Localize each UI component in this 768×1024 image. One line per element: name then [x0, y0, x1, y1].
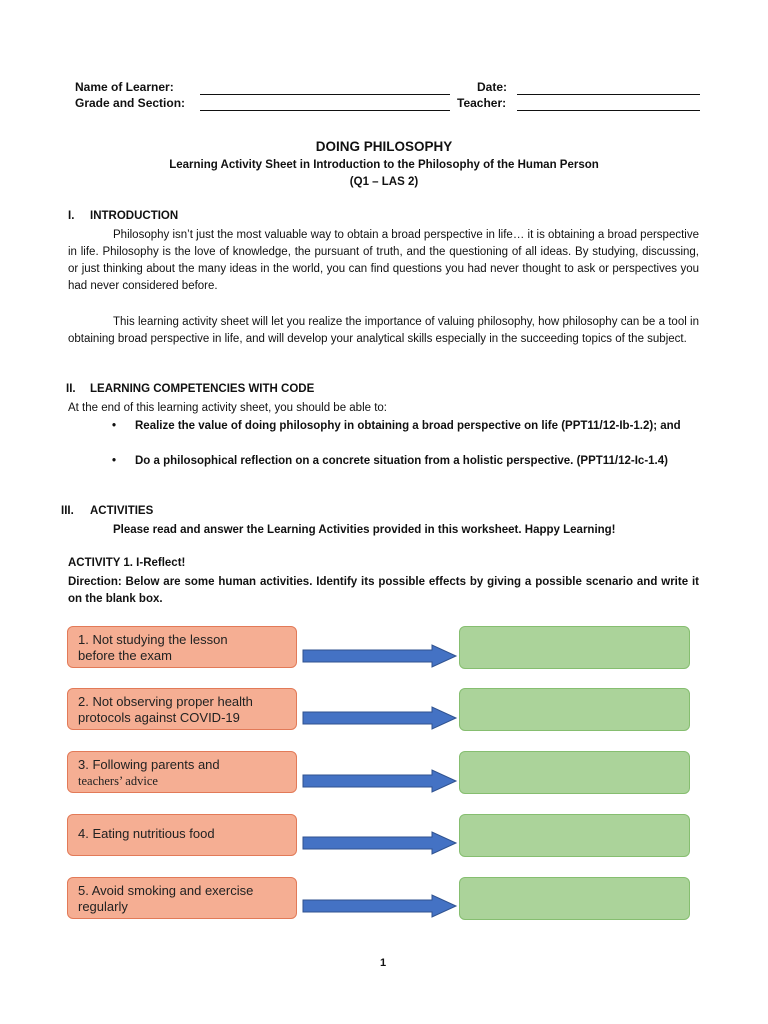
answer-box-4[interactable] — [459, 814, 690, 857]
teacher-label: Teacher: — [457, 96, 507, 110]
right-arrow-icon — [302, 831, 458, 855]
page-subtitle: Learning Activity Sheet in Introduction to the Philosophy of the Human Person — [169, 159, 599, 171]
activity-item-line1: 5. Avoid smoking and exercise — [78, 883, 254, 898]
competency-text: Realize the value of doing philosophy in obtaining a broad perspective on life (PPT11/12-Ib-1.2); and — [135, 420, 681, 432]
answer-box-3[interactable] — [459, 751, 690, 794]
right-arrow-icon — [302, 644, 458, 668]
page-title: DOING PHILOSOPHY — [315, 139, 453, 154]
activities-text: Please read and answer the Learning Activities provided in this worksheet. Happy Learning! — [113, 524, 616, 536]
right-arrow-icon — [302, 769, 458, 793]
grade-label: Grade and Section: — [75, 96, 186, 110]
activity1-direction: Direction: Below are some human activities. Identify its possible effects by giving a possible scenario and write it on the blank box. — [68, 576, 699, 605]
activity1-title: ACTIVITY 1. I-Reflect! — [68, 557, 186, 569]
competencies-heading: LEARNING COMPETENCIES WITH CODE — [90, 383, 315, 395]
competency-item — [112, 418, 702, 435]
competency-text: Do a philosophical reflection on a concrete situation from a holistic perspective. (PPT11/12-Ic-1.4) — [135, 455, 668, 467]
activity-item-line2: regularly — [78, 899, 128, 914]
date-label: Date: — [477, 80, 508, 94]
activity-item-line1: 4. Eating nutritious food — [78, 826, 215, 841]
intro-paragraph-1: Philosophy isn’t just the most valuable way to obtain a broad perspective in life… it is obtaining a broad perspective in life. Philosophy is the love of knowledge, the pursuant of truth, and the questioning of all ideas. By studying, discussing, or just thinking about the many ideas in the world, you can find questions you had never thought to ask or perspectives you had never considered before. — [68, 229, 699, 292]
activity-item-line1: 2. Not observing proper health — [78, 694, 253, 709]
answer-box-1[interactable] — [459, 626, 690, 669]
name-label: Name of Learner: — [75, 80, 174, 94]
activity-item-line2: teachers’ advice — [78, 774, 158, 788]
activity-item-line1: 1. Not studying the lesson — [78, 632, 228, 647]
activity-item-box — [67, 814, 297, 856]
competencies-num: II. — [66, 383, 76, 395]
activity-item-line2: before the exam — [78, 648, 172, 663]
intro-paragraph-2: This learning activity sheet will let you realize the importance of valuing philosophy, how philosophy can be a tool in obtaining broad perspective in life, and will develop your analytical skills especially in the succeeding topics of the subject. — [68, 316, 699, 345]
answer-box-5[interactable] — [459, 877, 690, 920]
page-number: 1 — [380, 957, 387, 969]
grade-field[interactable] — [200, 110, 450, 111]
bullet-icon: • — [112, 420, 117, 432]
activities-heading: ACTIVITIES — [90, 505, 154, 517]
date-field[interactable] — [517, 94, 700, 95]
teacher-field[interactable] — [517, 110, 700, 111]
sheet-code: (Q1 – LAS 2) — [349, 176, 419, 188]
competency-item — [112, 453, 702, 470]
activity-item-box — [67, 877, 297, 919]
right-arrow-icon — [302, 706, 458, 730]
activity-item-box — [67, 688, 297, 730]
intro-num: I. — [68, 210, 75, 222]
bullet-icon: • — [112, 455, 117, 467]
activity-item-box — [67, 626, 297, 668]
activity-item-box — [67, 751, 297, 793]
activity-item-line2: protocols against COVID-19 — [78, 710, 240, 725]
competencies-lead: At the end of this learning activity sheet, you should be able to: — [68, 402, 388, 414]
answer-box-2[interactable] — [459, 688, 690, 731]
right-arrow-icon — [302, 894, 458, 918]
activity-item-line1: 3. Following parents and — [78, 757, 220, 772]
intro-heading: INTRODUCTION — [90, 210, 179, 222]
name-field[interactable] — [200, 94, 450, 95]
activities-num: III. — [61, 505, 74, 517]
